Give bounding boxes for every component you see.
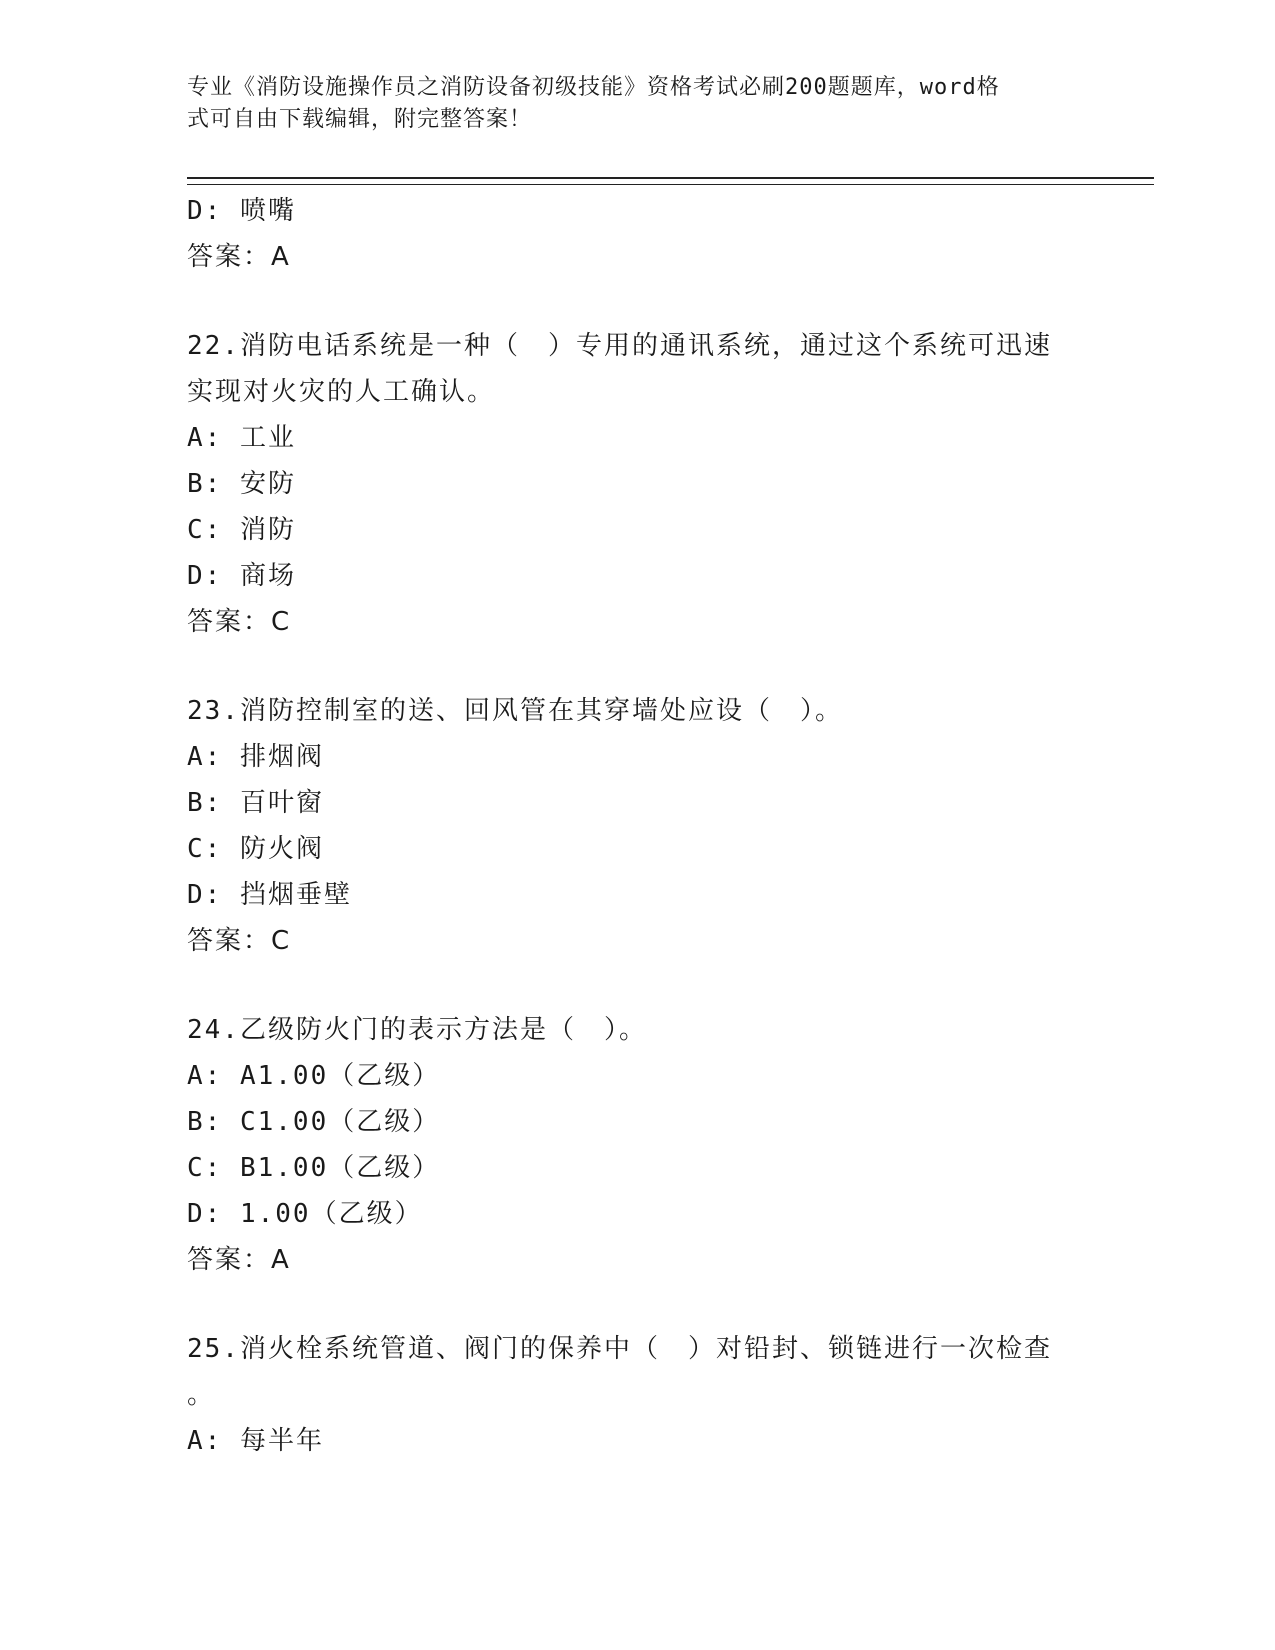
answer-line: 答案：A [187,242,291,272]
spacer [187,964,1087,1007]
header-divider [187,177,1154,185]
option-d: D: 1.00（乙级） [187,1199,423,1229]
question-list [187,188,1087,1464]
question-stem: 24.乙级防火门的表示方法是（ ）。 [187,1015,647,1045]
option-d: D: 喷嘴 [187,196,296,226]
answer-line: 答案：A [187,1245,291,1275]
answer-line: 答案：C [187,926,292,956]
header-line-1: 专业《消防设施操作员之消防设备初级技能》资格考试必刷200题题库，word格 [187,75,1000,100]
question-25 [187,1326,1087,1464]
question-23 [187,688,1087,964]
spacer [187,645,1087,688]
option-c: C: B1.00（乙级） [187,1153,441,1183]
answer-line: 答案：C [187,607,292,637]
question-24 [187,1007,1087,1283]
option-b: B: 百叶窗 [187,788,324,818]
question-stem: 25.消火栓系统管道、阀门的保养中（ ）对铅封、锁链进行一次检查 [187,1334,1052,1364]
option-b: B: 安防 [187,469,296,499]
option-a: A: A1.00（乙级） [187,1061,441,1091]
question-stem-cont: 实现对火灾的人工确认。 [187,377,496,407]
question-stem: 23.消防控制室的送、回风管在其穿墙处应设（ ）。 [187,696,843,726]
option-c: C: 消防 [187,515,296,545]
header-line-2: 式可自由下载编辑，附完整答案！ [187,107,533,132]
document-header [187,72,1067,136]
option-a: A: 排烟阀 [187,742,324,772]
spacer [187,280,1087,323]
option-a: A: 每半年 [187,1426,324,1456]
question-stem-cont: 。 [187,1380,216,1410]
question-22 [187,323,1087,645]
option-d: D: 商场 [187,561,296,591]
spacer [187,1283,1087,1326]
question-stem: 22.消防电话系统是一种（ ）专用的通讯系统，通过这个系统可迅速 [187,331,1052,361]
option-a: A: 工业 [187,423,296,453]
option-b: B: C1.00（乙级） [187,1107,441,1137]
option-d: D: 挡烟垂壁 [187,880,352,910]
option-c: C: 防火阀 [187,834,324,864]
